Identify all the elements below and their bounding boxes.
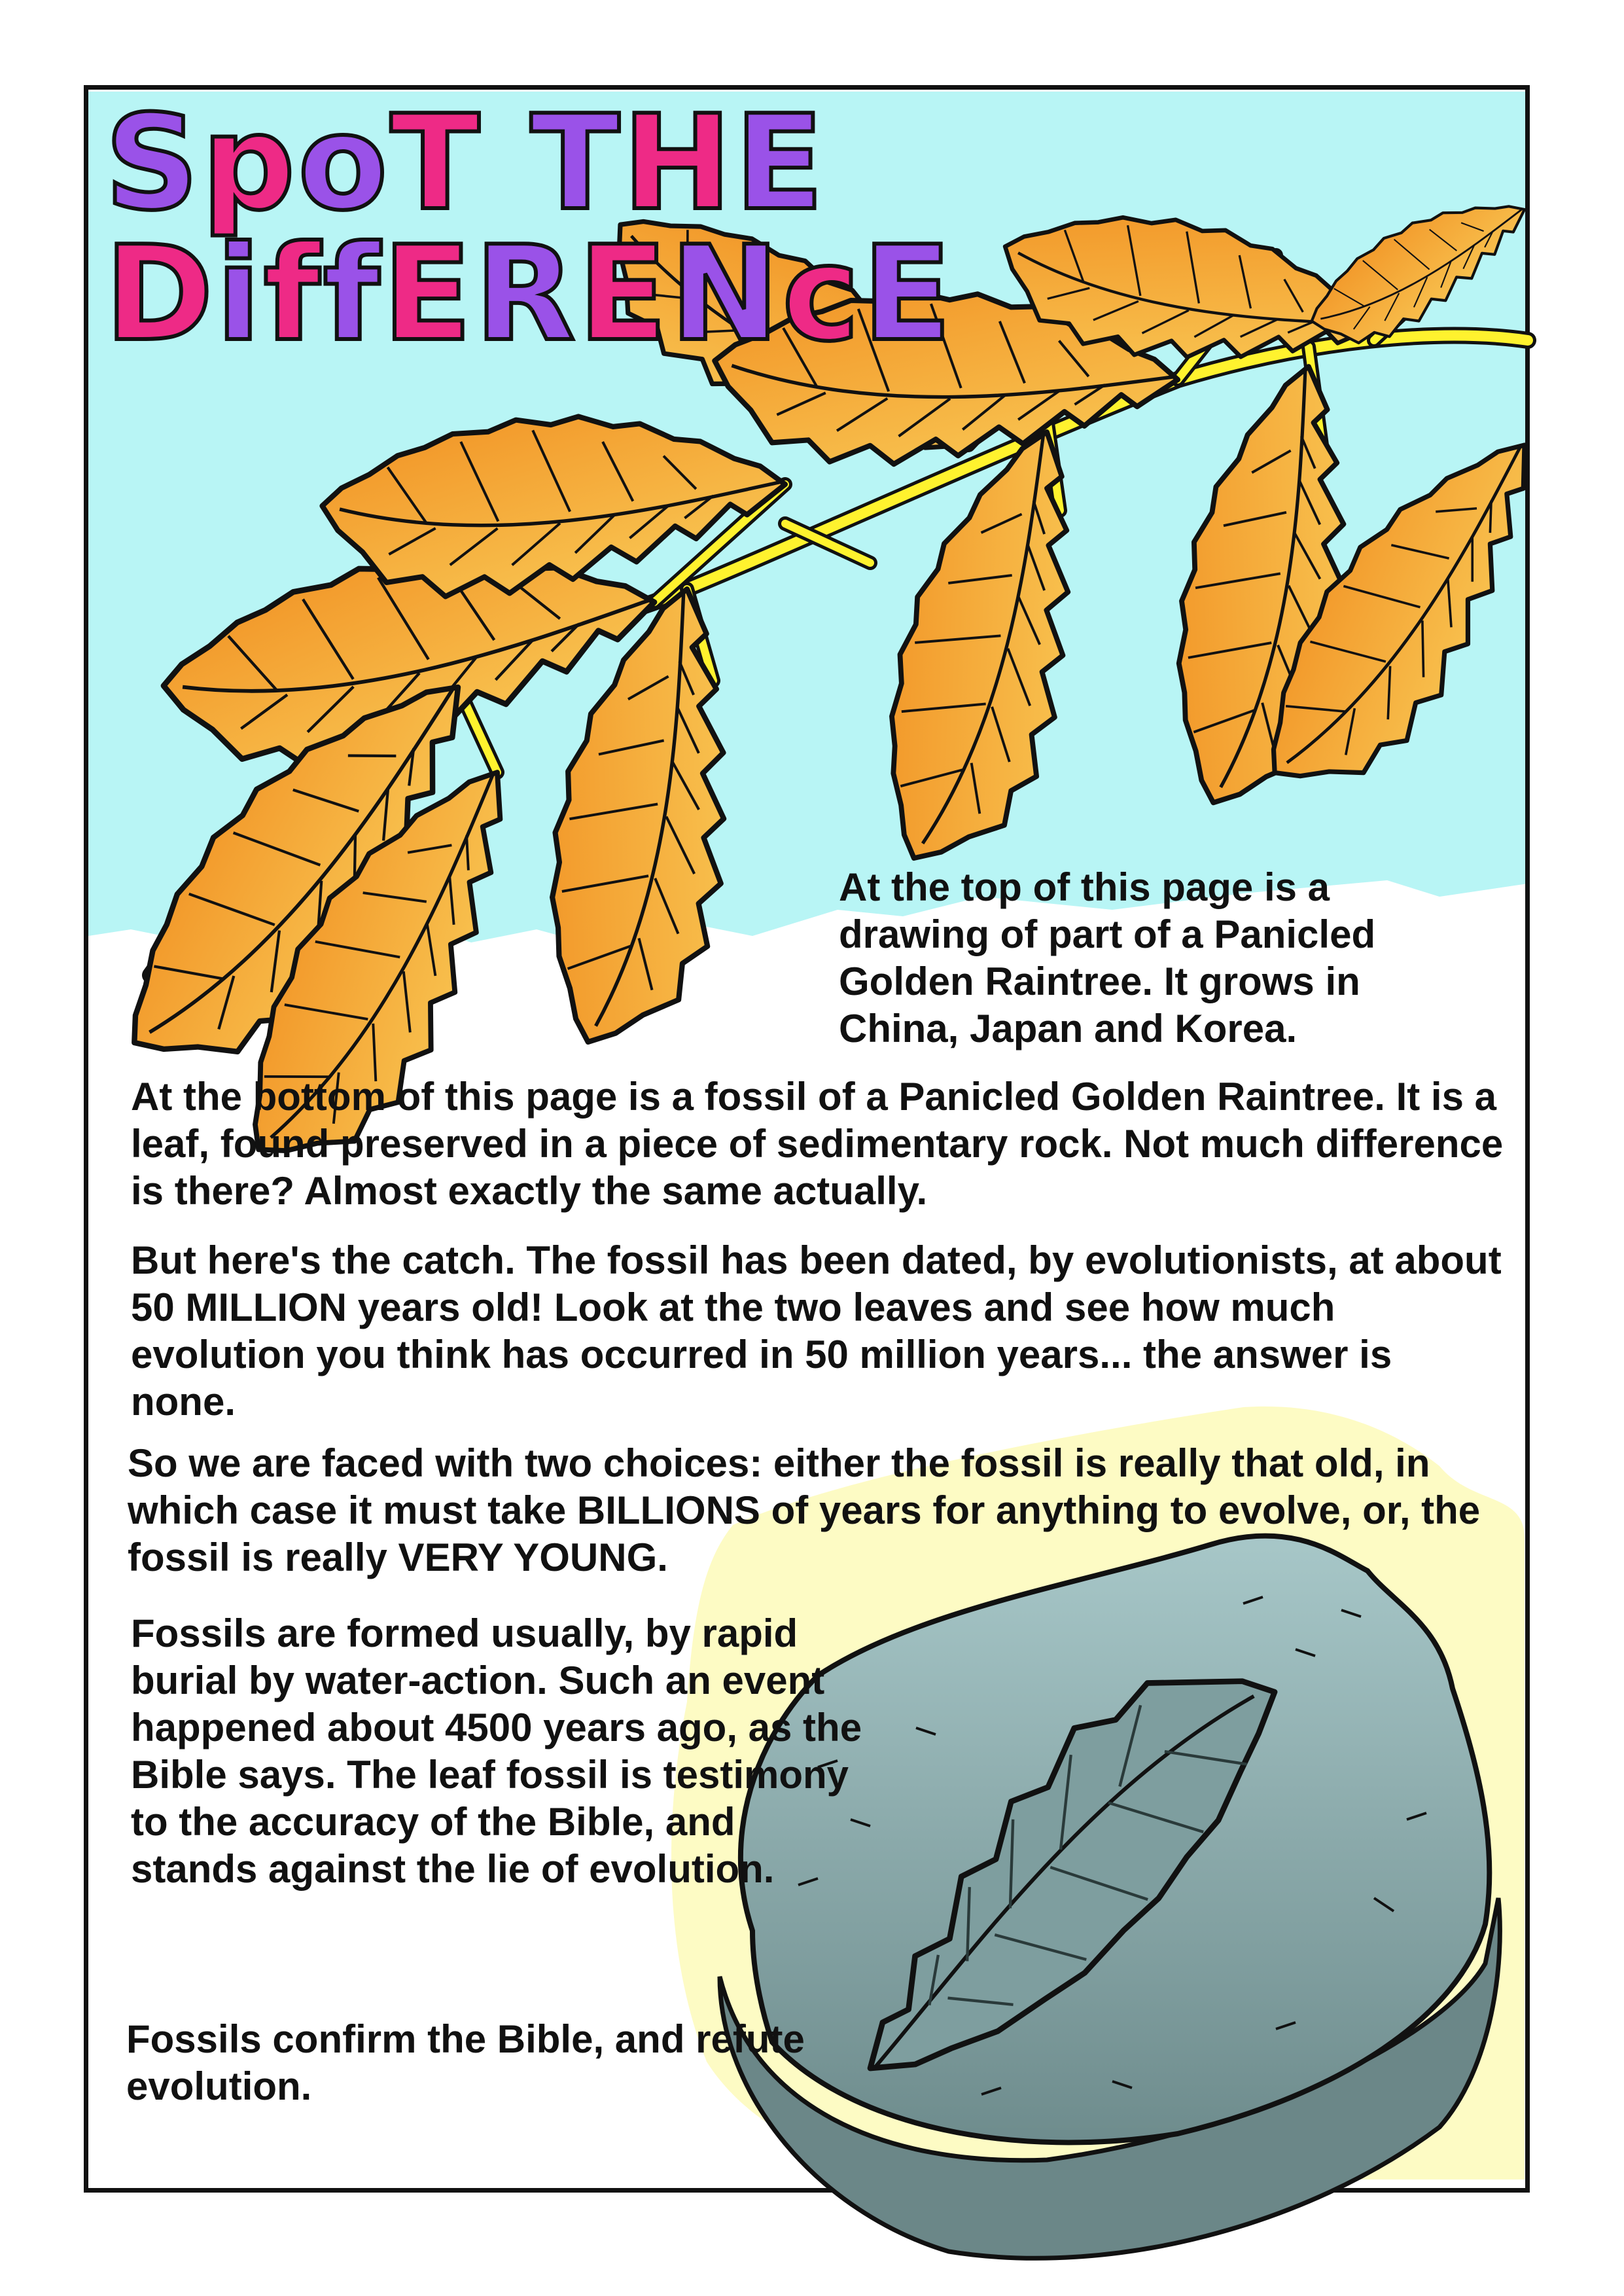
fossil-description-paragraph: At the bottom of this page is a fossil of a Panicled Golden Raintree. It is a leaf, found preserved in a piece of sedimentary rock. Not much difference is there? Almost exactly the same actually. [131,1075,1504,1213]
leaf-8 [817,412,1170,890]
title-line-1: SpoT THE [105,87,827,240]
page-title [105,87,955,370]
title-line-2: DiffERENcE [105,218,955,370]
conclusion-paragraph: Fossils confirm the Bible, and refute evolution. [126,2017,805,2108]
intro-paragraph: At the top of this page is a drawing of part of a Panicled Golden Raintree. It grows in China, Japan and Korea. [839,865,1376,1050]
formation-paragraph: Fossils are formed usually, by rapid burial by water-action. Such an event happened about 4500 years ago, as the Bible says. The leaf fossil is testimony to the accuracy of the Bible, and stands against the lie of evolution. [131,1611,862,1891]
dating-paragraph: But here's the catch. The fossil has been dated, by evolutionists, at about 50 MILLION years old! Look at the two leaves and see how much evolution you think has occurred in 50 million years... the answer is none. [131,1238,1502,1424]
choices-paragraph: So we are faced with two choices: either the fossil is really that old, in which case it must take BILLIONS of years for anything to evolve, or, the fossil is really VERY YOUNG. [128,1441,1481,1579]
